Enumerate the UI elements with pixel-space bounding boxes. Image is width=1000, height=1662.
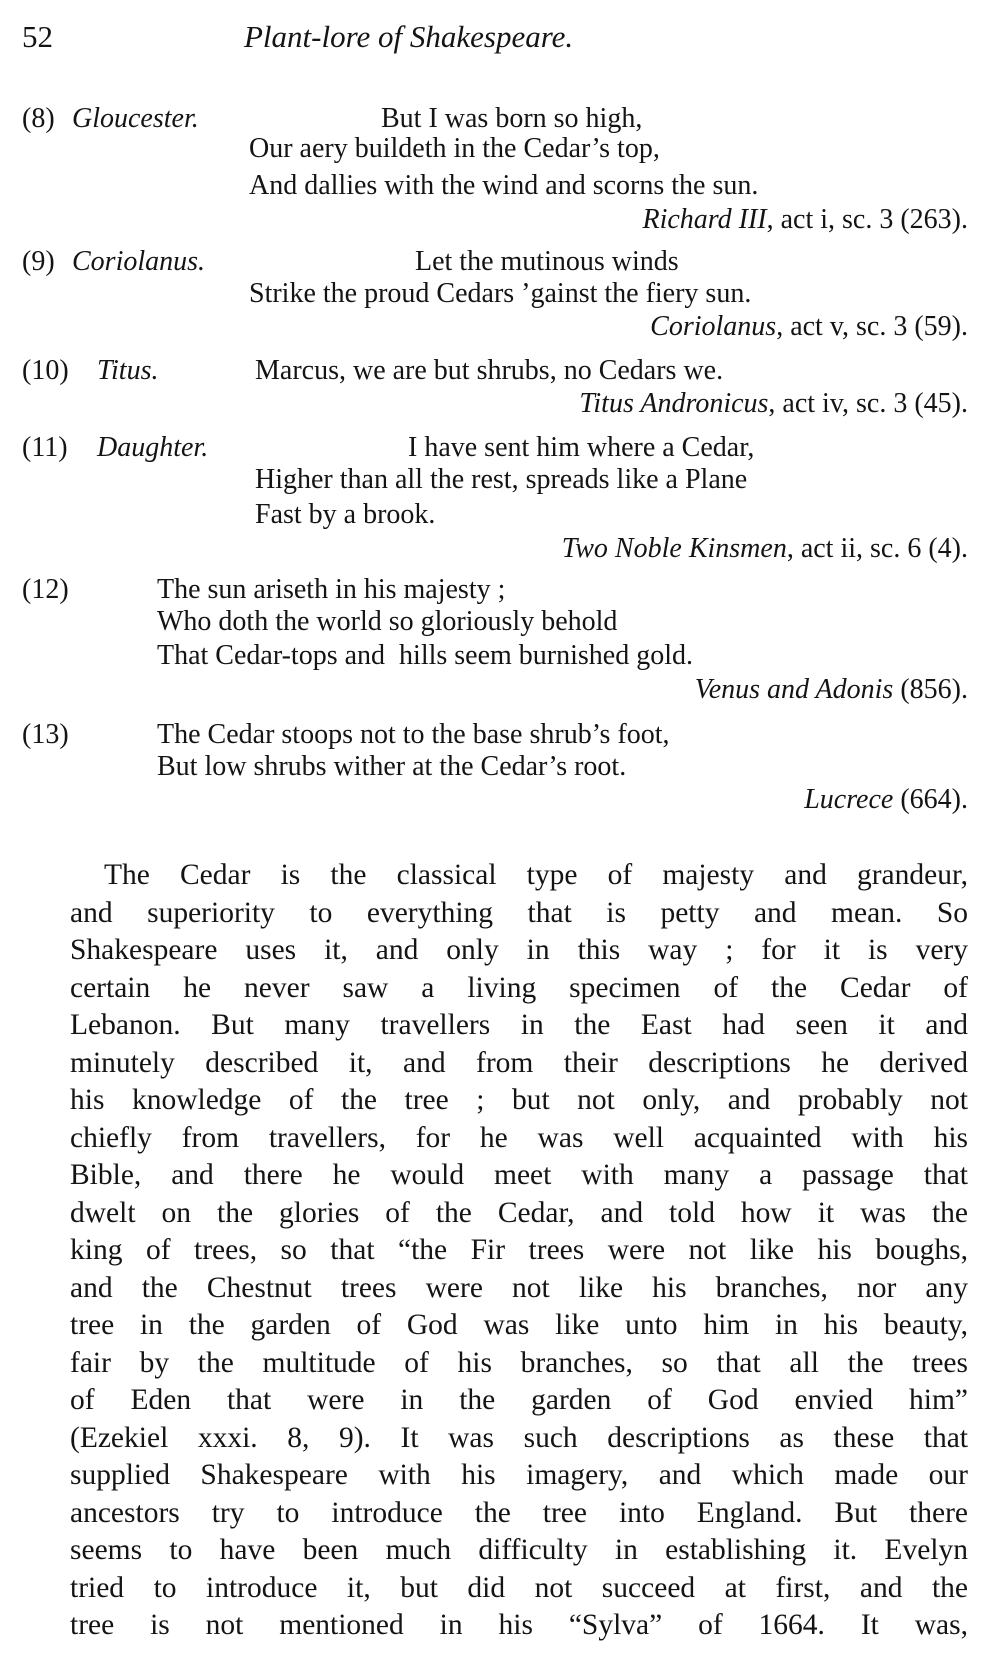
- verse-number: (12): [22, 574, 69, 605]
- paragraph-line: tree in the garden of God was like unto him in his beauty,: [70, 1309, 968, 1341]
- verse-speaker: Titus.: [97, 355, 159, 386]
- citation-reference: , act i, sc. 3 (263).: [766, 204, 968, 235]
- paragraph-line: ancestors try to introduce the tree into England. But there: [70, 1496, 968, 1529]
- verse-line: But low shrubs wither at the Cedar’s root.: [157, 751, 627, 782]
- citation-reference: , act iv, sc. 3 (45).: [768, 388, 968, 419]
- citation-reference: , act v, sc. 3 (59).: [776, 311, 968, 342]
- running-title: Plant-lore of Shakespeare.: [244, 19, 574, 54]
- paragraph-line: minutely described it, and from their descriptions he derived: [70, 1046, 968, 1079]
- verse-number: (9): [22, 246, 55, 277]
- verse-citation: [695, 673, 968, 707]
- verse-number: (10): [22, 355, 69, 386]
- citation-work: Richard III: [642, 204, 767, 235]
- verse-line: Fast by a brook.: [255, 499, 436, 530]
- verse-line: That Cedar-tops and hills seem burnished gold.: [157, 640, 694, 671]
- page-number: 52: [22, 19, 53, 54]
- citation-work: Coriolanus: [650, 311, 777, 342]
- verse-line: Strike the proud Cedars ’gainst the fiery sun.: [249, 278, 752, 309]
- verse-citation: [579, 387, 968, 421]
- verse-line: But I was born so high,: [381, 103, 643, 134]
- verse-line: Who doth the world so gloriously behold: [157, 606, 618, 637]
- citation-work: Two Noble Kinsmen: [561, 533, 787, 564]
- citation-work: Titus Andronicus: [579, 388, 769, 419]
- paragraph-line: king of trees, so that “the Fir trees were not like his boughs,: [70, 1234, 968, 1266]
- verse-number: (11): [22, 432, 68, 463]
- verse-line: Higher than all the rest, spreads like a Plane: [255, 464, 748, 495]
- verse-line: The sun ariseth in his majesty ;: [157, 574, 506, 605]
- verse-citation: [562, 532, 968, 566]
- verse-speaker: Gloucester.: [72, 103, 199, 134]
- paragraph-line: Lebanon. But many travellers in the East had seen it and: [70, 1009, 968, 1041]
- verse-citation: [804, 783, 968, 817]
- verse-line: Our aery buildeth in the Cedar’s top,: [249, 133, 660, 164]
- paragraph-line: tree is not mentioned in his “Sylva” of 1664. It was,: [70, 1609, 968, 1641]
- citation-work: Venus and Adonis: [694, 674, 894, 705]
- paragraph-line: Shakespeare uses it, and only in this way ; for it is very: [70, 934, 968, 966]
- verse-line: And dallies with the wind and scorns the sun.: [249, 170, 759, 201]
- paragraph-line: supplied Shakespeare with his imagery, and which made our: [70, 1459, 968, 1491]
- citation-reference: , act ii, sc. 6 (4).: [786, 533, 968, 564]
- paragraph-line: chiefly from travellers, for he was well acquainted with his: [70, 1121, 968, 1154]
- paragraph-line: dwelt on the glories of the Cedar, and told how it was the: [70, 1196, 968, 1229]
- verse-number: (13): [22, 719, 69, 750]
- verse-line: Let the mutinous winds: [415, 246, 679, 277]
- paragraph-line: fair by the multitude of his branches, so that all the trees: [70, 1346, 968, 1379]
- verse-line: I have sent him where a Cedar,: [408, 432, 755, 463]
- verse-number: (8): [22, 103, 55, 134]
- citation-reference: (664).: [893, 784, 968, 815]
- verse-speaker: Daughter.: [97, 432, 209, 463]
- verse-citation: [650, 310, 968, 344]
- paragraph-line: tried to introduce it, but did not succeed at first, and the: [70, 1571, 968, 1604]
- verse-line: Marcus, we are but shrubs, no Cedars we.: [255, 355, 724, 386]
- paragraph-line: (Ezekiel xxxi. 8, 9). It was such descriptions as these that: [70, 1421, 968, 1454]
- citation-work: Lucrece: [804, 784, 894, 815]
- paragraph-line: and superiority to everything that is petty and mean. So: [70, 896, 968, 929]
- paragraph-line: his knowledge of the tree ; but not only, and probably not: [70, 1084, 968, 1116]
- paragraph-line: and the Chestnut trees were not like his branches, nor any: [70, 1271, 968, 1304]
- verse-citation: [642, 203, 968, 237]
- verse-line: The Cedar stoops not to the base shrub’s foot,: [157, 719, 670, 750]
- paragraph-line: certain he never saw a living specimen of the Cedar of: [70, 971, 968, 1004]
- verse-speaker: Coriolanus.: [72, 246, 206, 277]
- paragraph-line: Bible, and there he would meet with many a passage that: [70, 1159, 968, 1191]
- paragraph-line: The Cedar is the classical type of majesty and grandeur,: [104, 859, 968, 891]
- citation-reference: (856).: [893, 674, 968, 705]
- paragraph-line: of Eden that were in the garden of God envied him”: [70, 1384, 968, 1416]
- paragraph-line: seems to have been much difficulty in establishing it. Evelyn: [70, 1534, 968, 1566]
